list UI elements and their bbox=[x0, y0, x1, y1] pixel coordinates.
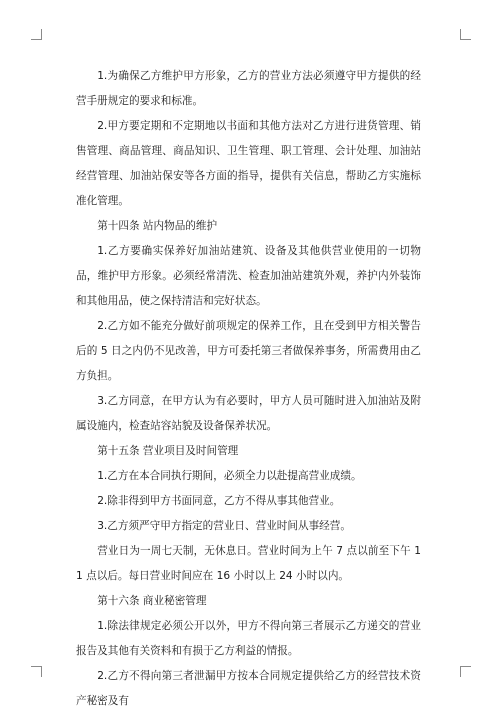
crop-mark-top-right bbox=[460, 29, 471, 40]
paragraph-guidance-management: 2.甲方要定期和不定期地以书面和其他方法对乙方进行进货管理、销售管理、商品管理、商品知识、卫生管理、职工管理、会计处理、加油站经营管理、加油站保安等各方面的指导，提供有关信息，帮助乙方实施标准化管理。 bbox=[76, 120, 421, 207]
crop-mark-top-left bbox=[31, 29, 42, 40]
article-16-heading: 第十六条 商业秘密管理 bbox=[97, 595, 207, 607]
paragraph-other-business: 2.除非得到甲方书面同意，乙方不得从事其他营业。 bbox=[97, 495, 341, 507]
paragraph-party-b-confidentiality: 2.乙方不得向第三者泄漏甲方按本合同规定提供给乙方的经营技术资产秘密及有 bbox=[76, 670, 421, 707]
article-14-heading: 第十四条 站内物品的维护 bbox=[97, 220, 218, 232]
paragraph-inspection-access: 3.乙方同意，在甲方认为有必要时，甲方人员可随时进入加油站及附属设施内，检查站容站貌及设备保养状况。 bbox=[76, 395, 421, 432]
document-body bbox=[76, 64, 421, 714]
paragraph-party-a-confidentiality: 1.除法律规定必须公开以外，甲方不得向第三者展示乙方递交的营业报告及其他有关资料和有损于乙方利益的情报。 bbox=[76, 620, 421, 657]
article-15-heading: 第十五条 营业项目及时间管理 bbox=[97, 445, 239, 457]
paragraph-business-hours-compliance: 3.乙方须严守甲方指定的营业日、营业时间从事经营。 bbox=[97, 520, 351, 532]
paragraph-maintenance-failure: 2.乙方如不能充分做好前项规定的保养工作，且在受到甲方相关警告后的 5 日之内仍不见改善，甲方可委托第三者做保养事务，所需费用由乙方负担。 bbox=[76, 320, 421, 382]
paragraph-brand-image-compliance: 1.为确保乙方维护甲方形象，乙方的营业方法必须遵守甲方提供的经营手册规定的要求和标准。 bbox=[76, 70, 421, 107]
paragraph-business-schedule: 营业日为一周七天制，无休息日。营业时间为上午 7 点以前至下午 11 点以后。每日营业时间应在 16 小时以上 24 小时以内。 bbox=[76, 545, 421, 582]
crop-mark-bottom-right bbox=[460, 666, 471, 677]
paragraph-performance: 1.乙方在本合同执行期间，必须全力以赴提高营业成绩。 bbox=[97, 470, 362, 482]
crop-mark-bottom-left bbox=[31, 666, 42, 677]
paragraph-maintenance-duty: 1.乙方要确实保养好加油站建筑、设备及其他供营业使用的一切物品，维护甲方形象。必须经常清洗、检查加油站建筑外观，养护内外装饰和其他用品，使之保持清洁和完好状态。 bbox=[76, 245, 421, 307]
